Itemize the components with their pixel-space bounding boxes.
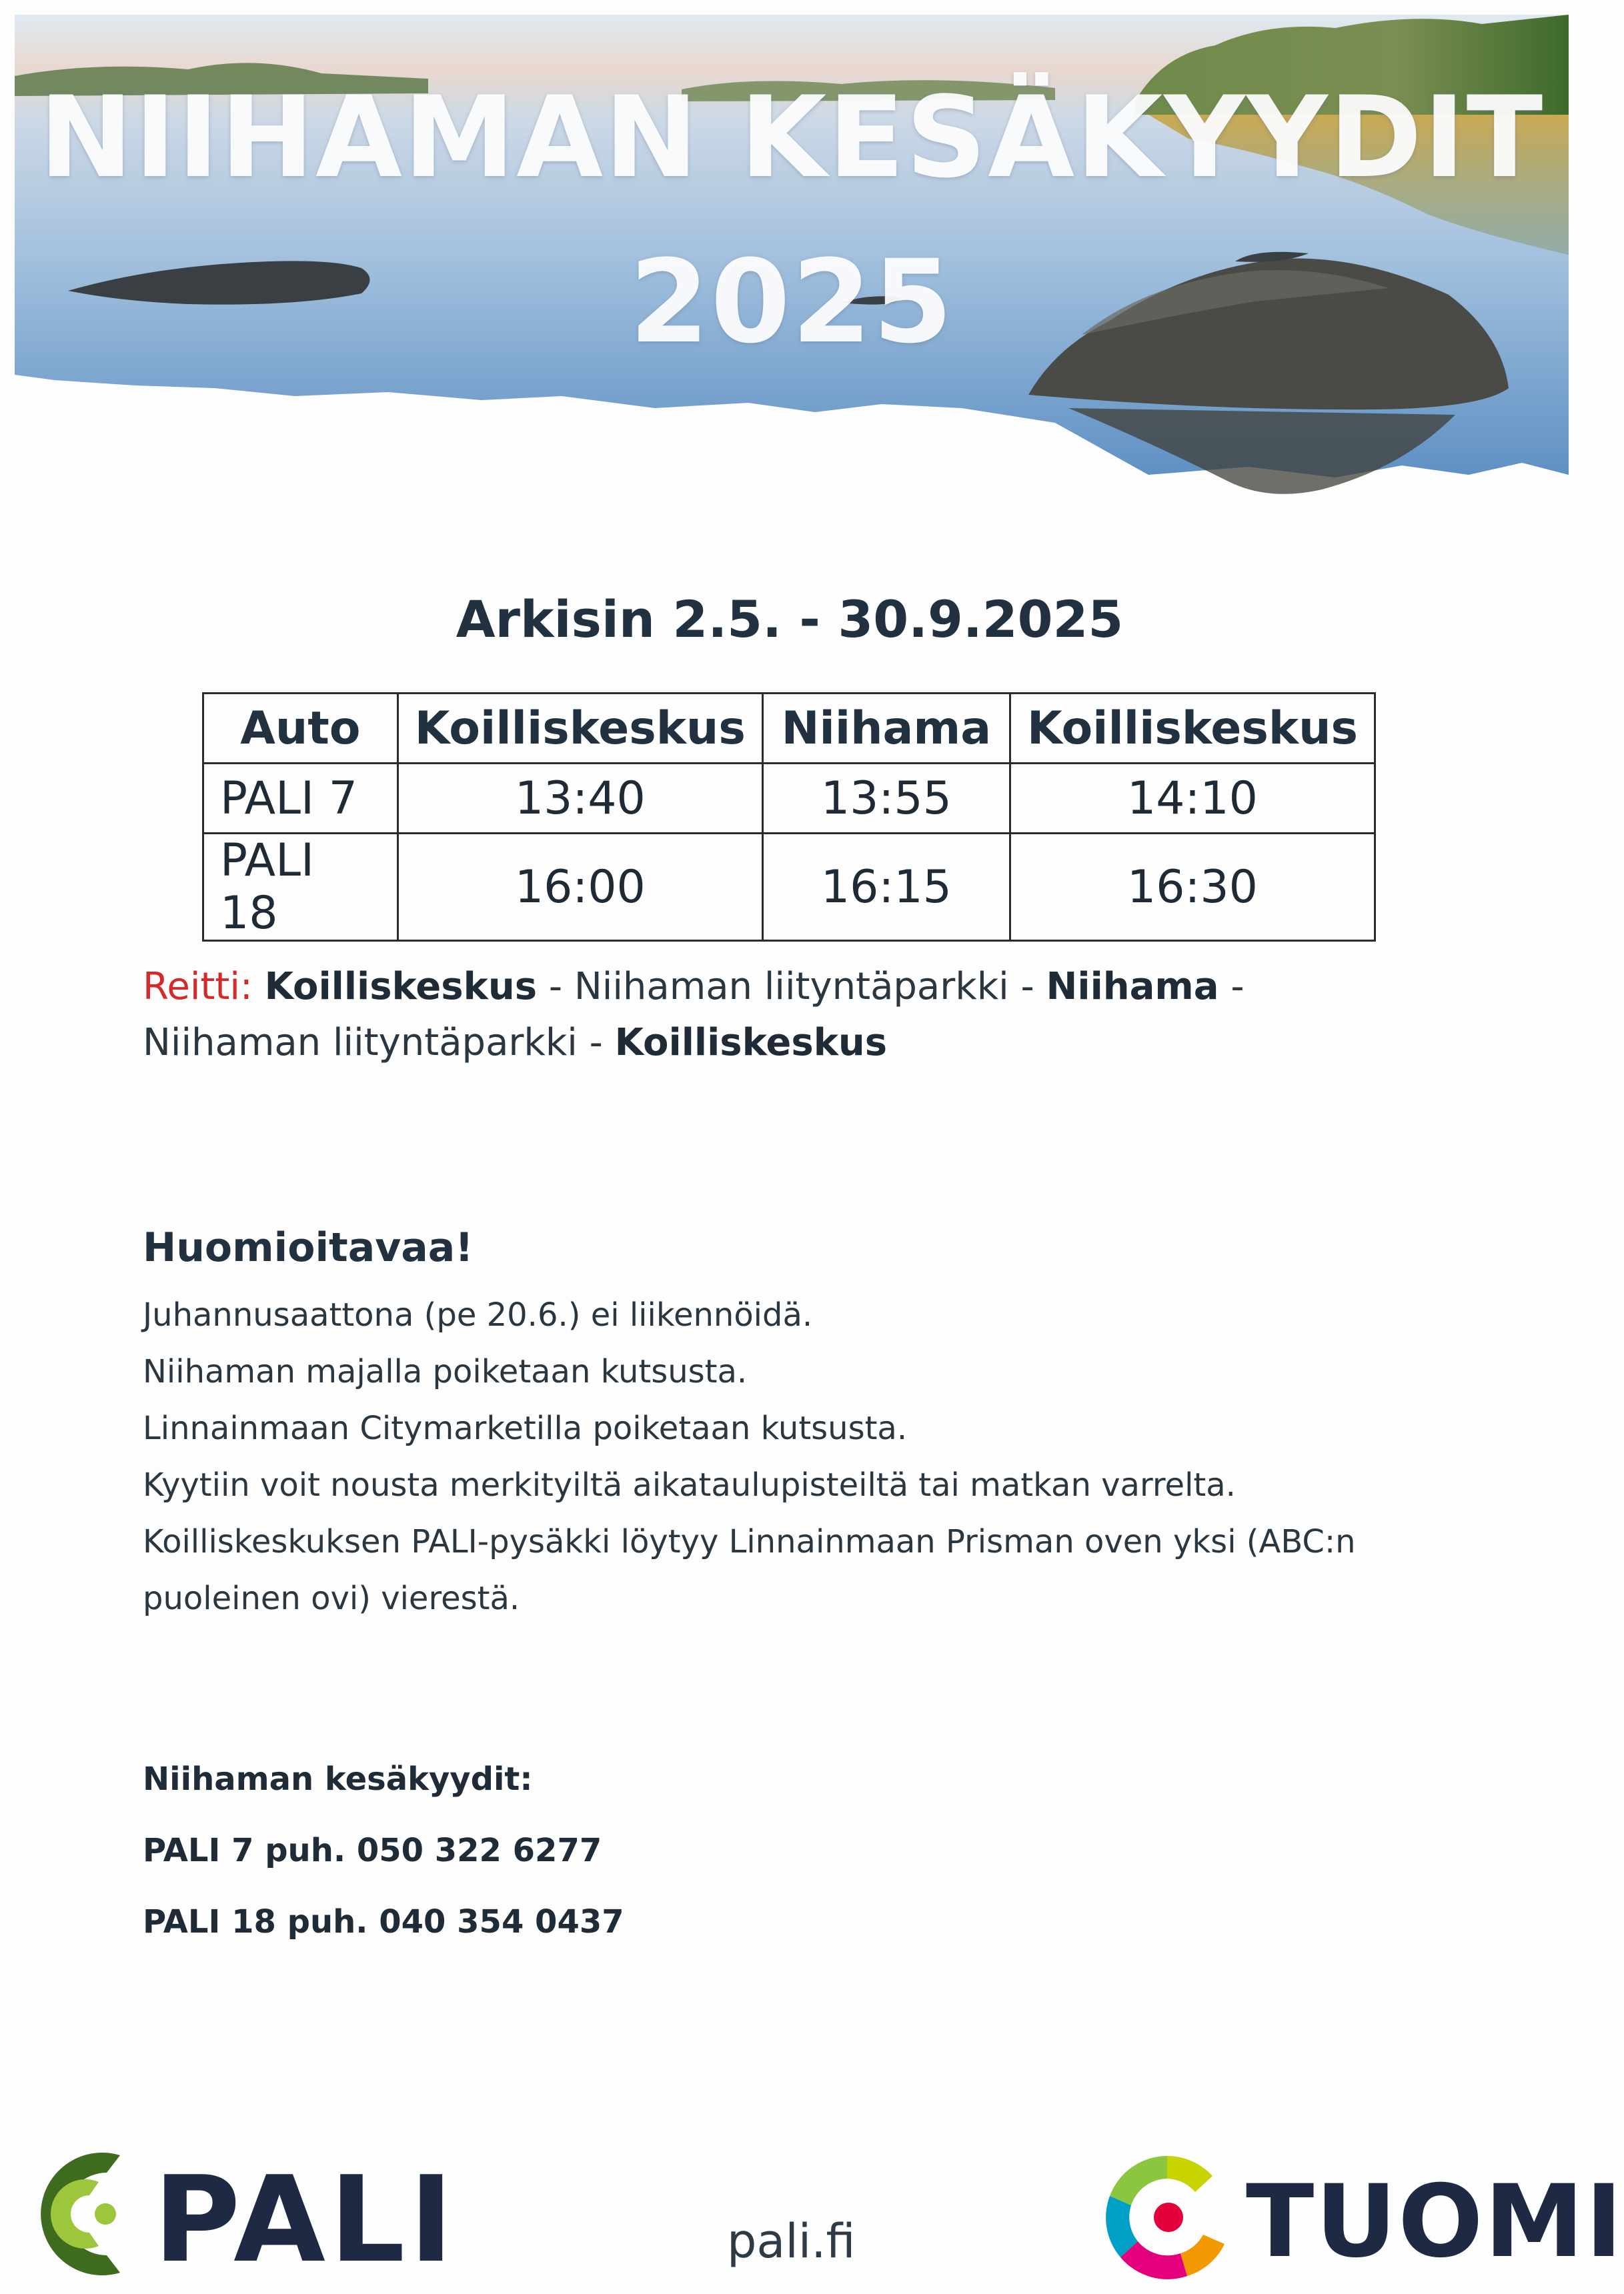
route-separator: - Niihaman liityntäparkki - [143, 965, 1245, 1064]
column-header-niihama: Niihama [762, 694, 1010, 764]
table-cell: PALI 18 [203, 834, 398, 941]
notes-heading: Huomioitavaa! [143, 1224, 474, 1271]
header-banner [15, 15, 1569, 508]
notes-list [143, 1287, 1410, 1627]
table-header-row [203, 694, 1375, 764]
table-cell: 16:15 [762, 834, 1010, 941]
note-line: Juhannusaattona (pe 20.6.) ei liikennöidä. [143, 1296, 813, 1334]
note-line: Kyytiin voit nousta merkityiltä aikataulupisteiltä tai matkan varrelta. [143, 1466, 1236, 1504]
table-cell: 16:00 [397, 834, 762, 941]
contacts-section [143, 1761, 624, 1975]
contacts-heading: Niihaman kesäkyydit: [143, 1761, 533, 1798]
route-stop: Niihama [1046, 965, 1219, 1008]
tuomi-logo-icon [1094, 2144, 1241, 2291]
route-label: Reitti: [143, 965, 253, 1008]
note-line: Koilliskeskuksen PALI-pysäkki löytyy Linnainmaan Prisman oven yksi (ABC:n [143, 1523, 1356, 1560]
table-cell: 13:40 [397, 764, 762, 834]
column-header-koilliskeskus-return: Koilliskeskus [1010, 694, 1375, 764]
website-link[interactable]: pali.fi [727, 2214, 856, 2269]
route-separator: - Niihaman liityntäparkki - [537, 965, 1046, 1008]
contact-line: PALI 18 puh. 040 354 0437 [143, 1903, 624, 1941]
tuomi-logo-text: TUOMI [1246, 2164, 1624, 2280]
table-cell: 16:30 [1010, 834, 1375, 941]
route-description [143, 959, 1423, 1071]
table-cell: 14:10 [1010, 764, 1375, 834]
route-stop: Koilliskeskus [264, 965, 538, 1008]
schedule-period: Arkisin 2.5. - 30.9.2025 [456, 590, 1124, 649]
table-cell: 13:55 [762, 764, 1010, 834]
table-row [203, 834, 1375, 941]
column-header-auto: Auto [203, 694, 398, 764]
table-cell: PALI 7 [203, 764, 398, 834]
note-line: puoleinen ovi) vierestä. [143, 1580, 520, 1617]
pali-logo-text: PALI [153, 2151, 458, 2289]
route-stop: Koilliskeskus [614, 1021, 888, 1064]
contact-line: PALI 7 puh. 050 322 6277 [143, 1832, 602, 1869]
note-line: Linnainmaan Citymarketilla poiketaan kutsusta. [143, 1410, 908, 1447]
schedule-table [202, 692, 1376, 942]
pali-logo-icon [20, 2141, 153, 2287]
page-title: NIIHAMAN KESÄKYYDIT [39, 72, 1545, 203]
note-line: Niihaman majalla poiketaan kutsusta. [143, 1353, 748, 1390]
page-title-year: 2025 [629, 235, 954, 369]
column-header-koilliskeskus-departure: Koilliskeskus [397, 694, 762, 764]
table-row [203, 764, 1375, 834]
